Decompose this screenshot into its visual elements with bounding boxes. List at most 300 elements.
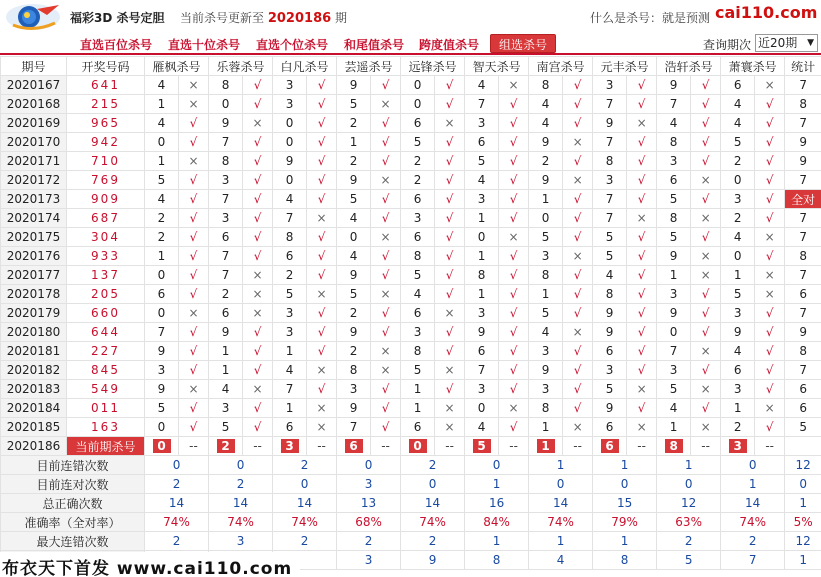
kill-number-cell: 1 bbox=[209, 361, 243, 380]
check-mark-icon: √ bbox=[243, 418, 273, 437]
summary-value: 0 bbox=[145, 456, 209, 475]
site-url[interactable]: cai110.com bbox=[715, 3, 818, 22]
draw-number-cell: 660 bbox=[67, 304, 145, 323]
pending-mark: -- bbox=[435, 437, 465, 456]
kill-number-cell: 0 bbox=[657, 323, 691, 342]
table-row bbox=[1, 285, 821, 304]
kill-number-cell: 5 bbox=[145, 171, 179, 190]
check-mark-icon: √ bbox=[179, 285, 209, 304]
kill-number-cell: 7 bbox=[657, 95, 691, 114]
draw-number-cell: 215 bbox=[67, 95, 145, 114]
summary-value: 2 bbox=[657, 532, 721, 551]
column-header: 南宫杀号 bbox=[529, 57, 593, 76]
check-mark-icon: √ bbox=[691, 95, 721, 114]
kill-number-cell: 9 bbox=[593, 323, 627, 342]
tab-group-kill[interactable]: 组选杀号 bbox=[490, 34, 556, 53]
summary-label: 目前连错次数 bbox=[1, 456, 145, 475]
check-mark-icon: √ bbox=[179, 171, 209, 190]
kill-number-cell: 2 bbox=[721, 209, 755, 228]
column-header: 白凡杀号 bbox=[273, 57, 337, 76]
period-cell: 2020185 bbox=[1, 418, 67, 437]
kill-number-cell: 0 bbox=[145, 304, 179, 323]
cross-mark-icon: × bbox=[435, 304, 465, 323]
check-mark-icon: √ bbox=[499, 380, 529, 399]
check-mark-icon: √ bbox=[371, 399, 401, 418]
kill-number-cell: 5 bbox=[593, 380, 627, 399]
stat-cell: 7 bbox=[785, 304, 821, 323]
check-mark-icon: √ bbox=[435, 228, 465, 247]
check-mark-icon: √ bbox=[371, 304, 401, 323]
draw-number-cell: 011 bbox=[67, 399, 145, 418]
kill-number-cell: 8 bbox=[209, 76, 243, 95]
cross-mark-icon: × bbox=[307, 209, 337, 228]
kill-number-cell: 9 bbox=[593, 304, 627, 323]
period-cell: 2020181 bbox=[1, 342, 67, 361]
kill-number-cell: 4 bbox=[145, 76, 179, 95]
check-mark-icon: √ bbox=[243, 247, 273, 266]
cross-mark-icon: × bbox=[435, 114, 465, 133]
check-mark-icon: √ bbox=[179, 190, 209, 209]
cross-mark-icon: × bbox=[691, 266, 721, 285]
check-mark-icon: √ bbox=[627, 323, 657, 342]
kill-number-cell: 3 bbox=[721, 380, 755, 399]
check-mark-icon: √ bbox=[563, 399, 593, 418]
kill-number-cell: 0 bbox=[145, 418, 179, 437]
check-mark-icon: √ bbox=[563, 304, 593, 323]
cross-mark-icon: × bbox=[627, 209, 657, 228]
check-mark-icon: √ bbox=[307, 247, 337, 266]
current-kill-badge: 0 bbox=[409, 439, 427, 453]
summary-stat: 12 bbox=[785, 456, 821, 475]
kill-number-cell: 6 bbox=[401, 228, 435, 247]
kill-number-cell: 2 bbox=[209, 285, 243, 304]
check-mark-icon: √ bbox=[243, 152, 273, 171]
check-mark-icon: √ bbox=[179, 133, 209, 152]
kill-number-cell: 2 bbox=[721, 152, 755, 171]
check-mark-icon: √ bbox=[307, 114, 337, 133]
kill-number-cell: 1 bbox=[657, 418, 691, 437]
kill-number-cell: 5 bbox=[273, 285, 307, 304]
check-mark-icon: √ bbox=[243, 399, 273, 418]
summary-value: 9 bbox=[401, 551, 465, 570]
summary-value: 5 bbox=[657, 551, 721, 570]
kill-number-cell: 9 bbox=[209, 114, 243, 133]
kill-number-cell: 5 bbox=[721, 133, 755, 152]
check-mark-icon: √ bbox=[691, 399, 721, 418]
draw-number-cell: 933 bbox=[67, 247, 145, 266]
check-mark-icon: √ bbox=[627, 361, 657, 380]
check-mark-icon: √ bbox=[499, 133, 529, 152]
summary-row bbox=[1, 532, 821, 551]
kill-number-cell: 0 bbox=[529, 209, 563, 228]
summary-value: 8 bbox=[593, 551, 657, 570]
summary-value: 2 bbox=[209, 475, 273, 494]
summary-value: 0 bbox=[273, 475, 337, 494]
summary-value: 74% bbox=[273, 513, 337, 532]
summary-value: 79% bbox=[593, 513, 657, 532]
check-mark-icon: √ bbox=[499, 209, 529, 228]
kill-number-cell: 8 bbox=[209, 152, 243, 171]
check-mark-icon: √ bbox=[755, 171, 785, 190]
kill-number-cell: 1 bbox=[401, 380, 435, 399]
check-mark-icon: √ bbox=[499, 114, 529, 133]
summary-value: 2 bbox=[401, 456, 465, 475]
summary-value: 3 bbox=[209, 532, 273, 551]
check-mark-icon: √ bbox=[179, 342, 209, 361]
period-select-value: 近20期 bbox=[758, 36, 798, 50]
stat-cell: 8 bbox=[785, 247, 821, 266]
cross-mark-icon: × bbox=[243, 114, 273, 133]
kill-number-cell: 4 bbox=[337, 247, 371, 266]
kill-number-cell: 1 bbox=[273, 342, 307, 361]
current-stat-cell bbox=[785, 437, 821, 456]
check-mark-icon: √ bbox=[371, 209, 401, 228]
summary-value: 14 bbox=[721, 494, 785, 513]
pending-mark: -- bbox=[627, 437, 657, 456]
check-mark-icon: √ bbox=[691, 304, 721, 323]
kill-number-cell: 2 bbox=[401, 152, 435, 171]
kill-number-cell: 3 bbox=[657, 152, 691, 171]
footer-watermark: 布衣天下首发 www.cai110.com bbox=[0, 552, 300, 577]
draw-number-cell: 710 bbox=[67, 152, 145, 171]
kill-number-cell: 3 bbox=[593, 171, 627, 190]
header bbox=[0, 0, 821, 33]
stat-cell: 全对 bbox=[785, 190, 821, 209]
kill-number-cell: 4 bbox=[209, 380, 243, 399]
summary-value: 1 bbox=[529, 456, 593, 475]
check-mark-icon: √ bbox=[691, 361, 721, 380]
kill-number-cell: 3 bbox=[465, 114, 499, 133]
check-mark-icon: √ bbox=[755, 323, 785, 342]
kill-number-cell: 7 bbox=[465, 361, 499, 380]
cross-mark-icon: × bbox=[755, 76, 785, 95]
kill-number-cell: 4 bbox=[721, 228, 755, 247]
check-mark-icon: √ bbox=[435, 285, 465, 304]
cross-mark-icon: × bbox=[371, 342, 401, 361]
kill-number-cell: 0 bbox=[721, 171, 755, 190]
kill-number-cell: 0 bbox=[721, 247, 755, 266]
cross-mark-icon: × bbox=[243, 285, 273, 304]
check-mark-icon: √ bbox=[307, 304, 337, 323]
cross-mark-icon: × bbox=[243, 304, 273, 323]
table-row bbox=[1, 304, 821, 323]
check-mark-icon: √ bbox=[563, 209, 593, 228]
check-mark-icon: √ bbox=[499, 304, 529, 323]
kill-number-cell: 3 bbox=[209, 399, 243, 418]
kill-number-cell: 9 bbox=[145, 342, 179, 361]
cross-mark-icon: × bbox=[755, 399, 785, 418]
kill-number-cell: 2 bbox=[337, 342, 371, 361]
check-mark-icon: √ bbox=[435, 95, 465, 114]
cross-mark-icon: × bbox=[179, 304, 209, 323]
current-kill-badge: 2 bbox=[217, 439, 235, 453]
table-row bbox=[1, 418, 821, 437]
summary-stat: 1 bbox=[785, 494, 821, 513]
kill-number-cell: 1 bbox=[145, 247, 179, 266]
check-mark-icon: √ bbox=[755, 133, 785, 152]
kill-number-cell: 8 bbox=[273, 228, 307, 247]
check-mark-icon: √ bbox=[563, 285, 593, 304]
period-select[interactable] bbox=[755, 34, 818, 52]
tab-span-kill[interactable]: 跨度值杀号 bbox=[419, 38, 480, 52]
check-mark-icon: √ bbox=[627, 399, 657, 418]
kill-number-cell: 6 bbox=[401, 304, 435, 323]
kill-number-cell: 3 bbox=[145, 361, 179, 380]
cross-mark-icon: × bbox=[627, 380, 657, 399]
kill-number-cell: 5 bbox=[657, 380, 691, 399]
table-row bbox=[1, 361, 821, 380]
draw-number-cell: 549 bbox=[67, 380, 145, 399]
column-header: 期号 bbox=[1, 57, 67, 76]
pending-mark: -- bbox=[179, 437, 209, 456]
check-mark-icon: √ bbox=[371, 380, 401, 399]
kill-number-cell: 3 bbox=[721, 304, 755, 323]
cross-mark-icon: × bbox=[371, 285, 401, 304]
period-cell: 2020182 bbox=[1, 361, 67, 380]
check-mark-icon: √ bbox=[563, 152, 593, 171]
check-mark-icon: √ bbox=[243, 95, 273, 114]
kill-number-cell: 9 bbox=[465, 323, 499, 342]
check-mark-icon: √ bbox=[307, 323, 337, 342]
draw-number-cell: 304 bbox=[67, 228, 145, 247]
kill-number-cell: 9 bbox=[657, 304, 691, 323]
current-kill-badge: 1 bbox=[537, 439, 555, 453]
check-mark-icon: √ bbox=[371, 152, 401, 171]
cross-mark-icon: × bbox=[371, 361, 401, 380]
draw-number-cell: 137 bbox=[67, 266, 145, 285]
cross-mark-icon: × bbox=[563, 323, 593, 342]
summary-value: 1 bbox=[465, 475, 529, 494]
cross-mark-icon: × bbox=[179, 95, 209, 114]
tab-hundreds-kill[interactable]: 直选百位杀号 bbox=[80, 38, 153, 52]
check-mark-icon: √ bbox=[755, 418, 785, 437]
summary-value: 3 bbox=[337, 551, 401, 570]
check-mark-icon: √ bbox=[179, 228, 209, 247]
summary-value: 74% bbox=[401, 513, 465, 532]
kill-number-cell: 4 bbox=[465, 418, 499, 437]
kill-number-cell: 3 bbox=[465, 190, 499, 209]
pending-mark: -- bbox=[371, 437, 401, 456]
kill-number-cell: 0 bbox=[145, 133, 179, 152]
table-header-row bbox=[1, 57, 821, 76]
summary-label: 目前连对次数 bbox=[1, 475, 145, 494]
kill-number-cell: 3 bbox=[337, 380, 371, 399]
kill-number-cell: 9 bbox=[337, 76, 371, 95]
kill-number-cell: 5 bbox=[465, 152, 499, 171]
kill-number-cell: 3 bbox=[209, 209, 243, 228]
cross-mark-icon: × bbox=[755, 266, 785, 285]
kill-number-cell: 9 bbox=[145, 380, 179, 399]
stat-cell: 9 bbox=[785, 152, 821, 171]
check-mark-icon: √ bbox=[371, 323, 401, 342]
kill-number-cell: 1 bbox=[721, 399, 755, 418]
stat-cell: 7 bbox=[785, 171, 821, 190]
kill-number-cell: 0 bbox=[465, 228, 499, 247]
check-mark-icon: √ bbox=[499, 95, 529, 114]
check-mark-icon: √ bbox=[435, 380, 465, 399]
cross-mark-icon: × bbox=[179, 76, 209, 95]
check-mark-icon: √ bbox=[307, 76, 337, 95]
kill-number-cell: 8 bbox=[529, 266, 563, 285]
table-row bbox=[1, 247, 821, 266]
check-mark-icon: √ bbox=[243, 76, 273, 95]
draw-number-cell: 769 bbox=[67, 171, 145, 190]
kill-number-cell: 5 bbox=[337, 95, 371, 114]
period-cell: 2020184 bbox=[1, 399, 67, 418]
current-period-row bbox=[1, 437, 821, 456]
chevron-down-icon: ▼ bbox=[807, 38, 814, 48]
stat-cell: 8 bbox=[785, 95, 821, 114]
summary-row bbox=[1, 494, 821, 513]
kill-number-cell: 3 bbox=[657, 361, 691, 380]
table-row bbox=[1, 342, 821, 361]
summary-value: 1 bbox=[721, 475, 785, 494]
kill-number-cell: 6 bbox=[593, 418, 627, 437]
brand-title: 福彩3D 杀号定胆 bbox=[70, 11, 165, 25]
check-mark-icon: √ bbox=[563, 190, 593, 209]
check-mark-icon: √ bbox=[179, 266, 209, 285]
check-mark-icon: √ bbox=[755, 342, 785, 361]
cross-mark-icon: × bbox=[179, 380, 209, 399]
kill-number-cell: 0 bbox=[401, 76, 435, 95]
summary-value: 0 bbox=[529, 475, 593, 494]
period-cell: 2020175 bbox=[1, 228, 67, 247]
stat-cell: 6 bbox=[785, 285, 821, 304]
stat-cell: 7 bbox=[785, 228, 821, 247]
kill-number-cell: 1 bbox=[273, 399, 307, 418]
draw-number-cell: 644 bbox=[67, 323, 145, 342]
cross-mark-icon: × bbox=[627, 114, 657, 133]
tab-tens-kill[interactable]: 直选十位杀号 bbox=[168, 38, 241, 52]
kill-number-cell: 4 bbox=[721, 95, 755, 114]
kill-number-cell: 5 bbox=[593, 228, 627, 247]
current-kill-badge: 5 bbox=[473, 439, 491, 453]
kill-number-cell: 7 bbox=[209, 190, 243, 209]
table-row bbox=[1, 152, 821, 171]
period-cell: 2020169 bbox=[1, 114, 67, 133]
period-cell: 2020174 bbox=[1, 209, 67, 228]
cross-mark-icon: × bbox=[307, 361, 337, 380]
check-mark-icon: √ bbox=[755, 361, 785, 380]
check-mark-icon: √ bbox=[499, 247, 529, 266]
kill-number-cell: 6 bbox=[401, 190, 435, 209]
summary-value: 74% bbox=[209, 513, 273, 532]
check-mark-icon: √ bbox=[691, 133, 721, 152]
kill-number-cell: 3 bbox=[273, 95, 307, 114]
kill-number-cell: 2 bbox=[145, 209, 179, 228]
column-header: 智天杀号 bbox=[465, 57, 529, 76]
kill-number-cell: 5 bbox=[401, 361, 435, 380]
tab-sum-tail-kill[interactable]: 和尾值杀号 bbox=[344, 38, 405, 52]
kill-number-cell: 9 bbox=[209, 323, 243, 342]
check-mark-icon: √ bbox=[755, 152, 785, 171]
check-mark-icon: √ bbox=[435, 342, 465, 361]
check-mark-icon: √ bbox=[755, 380, 785, 399]
kill-number-cell: 3 bbox=[529, 247, 563, 266]
cross-mark-icon: × bbox=[691, 247, 721, 266]
kill-number-cell: 6 bbox=[209, 228, 243, 247]
kill-number-cell: 6 bbox=[209, 304, 243, 323]
cross-mark-icon: × bbox=[307, 285, 337, 304]
check-mark-icon: √ bbox=[435, 209, 465, 228]
kill-number-cell: 4 bbox=[657, 399, 691, 418]
summary-value: 0 bbox=[401, 475, 465, 494]
current-kill-cell bbox=[721, 437, 755, 456]
kill-number-cell: 8 bbox=[337, 361, 371, 380]
cross-mark-icon: × bbox=[179, 152, 209, 171]
check-mark-icon: √ bbox=[755, 247, 785, 266]
pending-mark: -- bbox=[499, 437, 529, 456]
kill-number-cell: 5 bbox=[529, 228, 563, 247]
current-kill-badge: 6 bbox=[601, 439, 619, 453]
kill-number-cell: 7 bbox=[209, 133, 243, 152]
check-mark-icon: √ bbox=[563, 114, 593, 133]
kill-number-cell: 4 bbox=[721, 114, 755, 133]
kill-number-cell: 7 bbox=[593, 209, 627, 228]
kill-number-cell: 2 bbox=[337, 304, 371, 323]
cross-mark-icon: × bbox=[691, 209, 721, 228]
check-mark-icon: √ bbox=[243, 361, 273, 380]
summary-value: 4 bbox=[529, 551, 593, 570]
summary-value: 1 bbox=[465, 532, 529, 551]
check-mark-icon: √ bbox=[435, 247, 465, 266]
kill-number-cell: 4 bbox=[273, 361, 307, 380]
kill-number-cell: 8 bbox=[529, 399, 563, 418]
check-mark-icon: √ bbox=[435, 266, 465, 285]
cross-mark-icon: × bbox=[563, 247, 593, 266]
summary-value: 0 bbox=[593, 475, 657, 494]
kill-number-cell: 7 bbox=[145, 323, 179, 342]
column-header: 元丰杀号 bbox=[593, 57, 657, 76]
current-kill-cell bbox=[209, 437, 243, 456]
kill-number-cell: 3 bbox=[593, 361, 627, 380]
check-mark-icon: √ bbox=[371, 266, 401, 285]
kill-number-cell: 7 bbox=[465, 95, 499, 114]
kill-number-cell: 5 bbox=[529, 304, 563, 323]
summary-value: 8 bbox=[465, 551, 529, 570]
pending-mark: -- bbox=[563, 437, 593, 456]
summary-stat: 12 bbox=[785, 532, 821, 551]
summary-value: 2 bbox=[721, 532, 785, 551]
kill-number-cell: 2 bbox=[529, 152, 563, 171]
summary-value: 2 bbox=[273, 456, 337, 475]
summary-value: 14 bbox=[273, 494, 337, 513]
kill-number-cell: 2 bbox=[337, 152, 371, 171]
check-mark-icon: √ bbox=[755, 190, 785, 209]
draw-number-cell: 687 bbox=[67, 209, 145, 228]
tab-units-kill[interactable]: 直选个位杀号 bbox=[256, 38, 329, 52]
kill-number-explanation: 什么是杀号：就是预测 bbox=[590, 11, 711, 25]
draw-number-cell: 965 bbox=[67, 114, 145, 133]
summary-value: 7 bbox=[721, 551, 785, 570]
check-mark-icon: √ bbox=[499, 152, 529, 171]
summary-value: 74% bbox=[721, 513, 785, 532]
check-mark-icon: √ bbox=[371, 114, 401, 133]
kill-number-cell: 7 bbox=[273, 380, 307, 399]
current-kill-badge: 8 bbox=[665, 439, 683, 453]
update-prefix: 当前杀号更新至 bbox=[180, 11, 265, 25]
kill-number-cell: 4 bbox=[529, 323, 563, 342]
kill-number-cell: 5 bbox=[337, 190, 371, 209]
cross-mark-icon: × bbox=[499, 228, 529, 247]
update-period: 2020186 bbox=[267, 11, 332, 26]
current-kill-cell bbox=[337, 437, 371, 456]
current-kill-badge: 0 bbox=[153, 439, 171, 453]
check-mark-icon: √ bbox=[627, 152, 657, 171]
kill-number-cell: 5 bbox=[721, 285, 755, 304]
column-header: 远锋杀号 bbox=[401, 57, 465, 76]
kill-number-cell: 9 bbox=[721, 323, 755, 342]
